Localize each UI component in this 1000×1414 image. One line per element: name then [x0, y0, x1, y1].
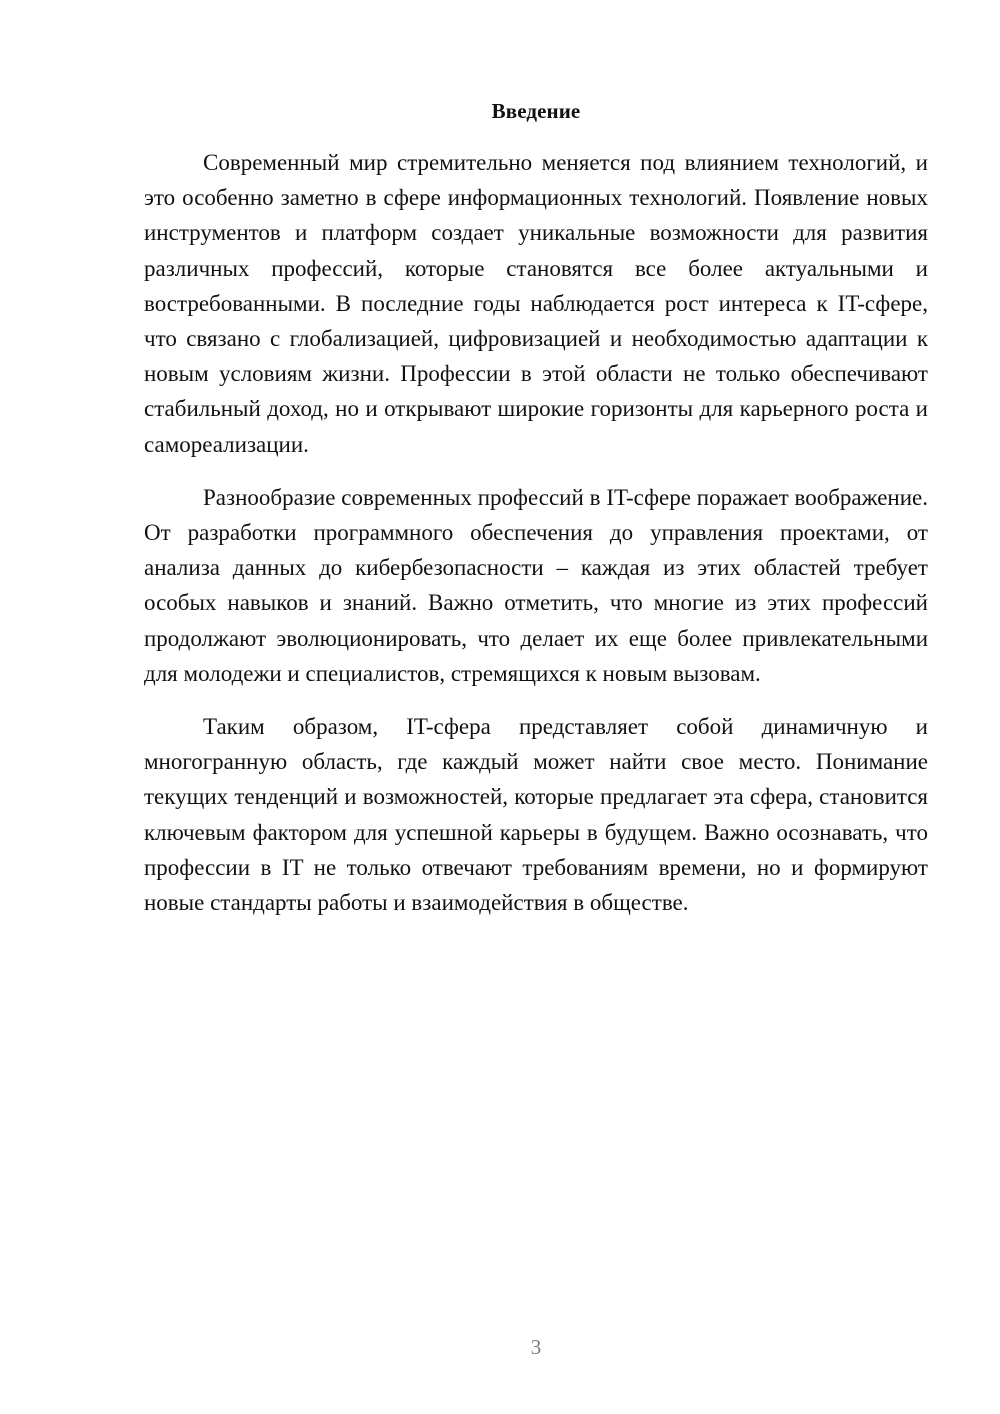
paragraph-2: Разнообразие современных профессий в IT-сфере поражает воображение. От разработки программного обеспечения до управления проектами, от анализа данных до кибербезопасности – каждая из этих областей требует особых навыков и знаний. Важно отметить, что многие из этих профессий продолжают эволюционировать, что делает их еще более привлекательными для молодежи и специалистов, стремящихся к новым вызовам.	[144, 484, 928, 686]
section-title: Введение	[491, 99, 581, 123]
page-number: 3	[530, 1335, 542, 1359]
paragraph-3: Таким образом, IT-сфера представляет собой динамичную и многогранную область, где каждый может найти свое место. Понимание текущих тенденций и возможностей, которые предлагает эта сфера, становится ключевым фактором для успешной карьеры в будущем. Важно осознавать, что профессии в IT не только отвечают требованиям времени, но и формируют новые стандарты работы и взаимодействия в обществе.	[144, 714, 928, 916]
page-content	[144, 97, 928, 938]
paragraph-1: Современный мир стремительно меняется под влиянием технологий, и это особенно заметно в сфере информационных технологий. Появление новых инструментов и платформ создает уникальные возможности для развития различных профессий, которые становятся все более актуальными и востребованными. В последние годы наблюдается рост интереса к IT-сфере, что связано с глобализацией, цифровизацией и необходимостью адаптации к новым условиям жизни. Профессии в этой области не только обеспечивают стабильный доход, но и открывают широкие горизонты для карьерного роста и самореализации.	[144, 150, 928, 457]
